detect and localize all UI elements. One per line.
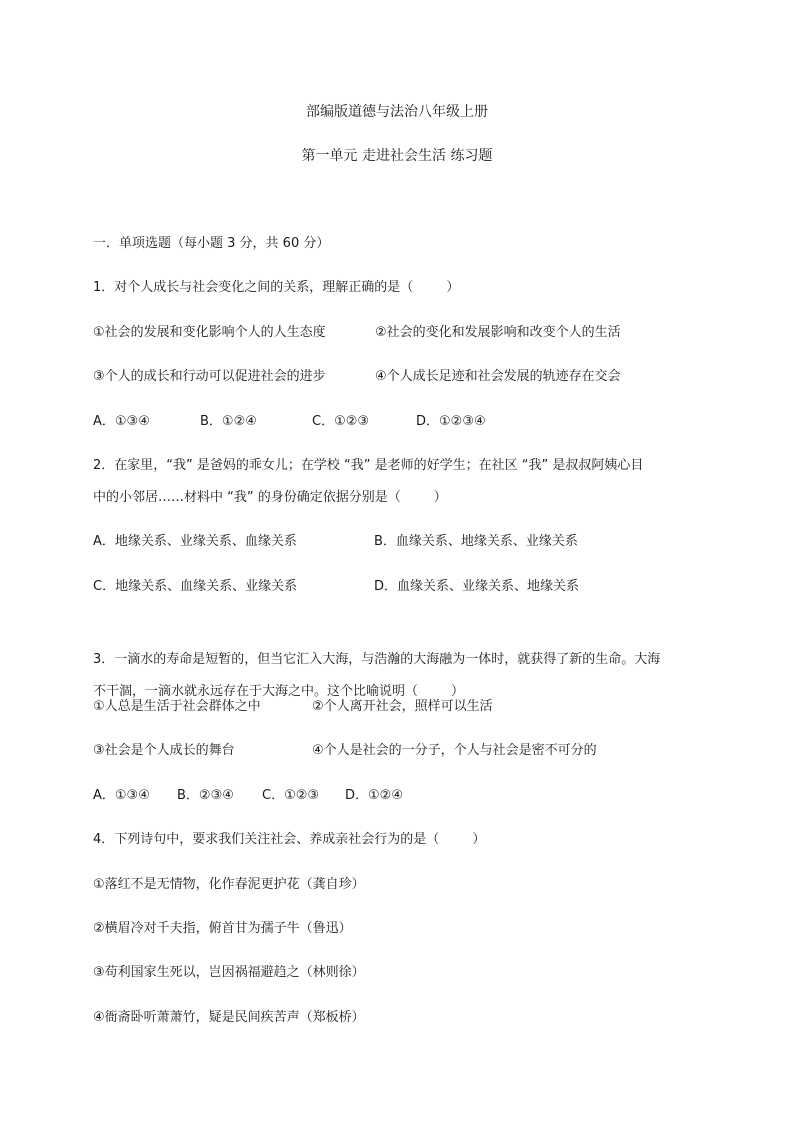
option-d: D．①②④ [345,788,403,803]
option-a: A．①③④ [93,414,150,429]
question-4-statement-2: ②横眉冷对千夫指，俯首甘为孺子牛（鲁迅） [93,921,352,936]
statement-1: ①社会的发展和变化影响个人的人生态度 [93,325,326,340]
question-4-statement-3: ③苟利国家生死以，岂因祸福避趋之（林则徐） [93,965,365,980]
option-c: C．①②③ [262,788,320,803]
option-b: B．血缘关系、地缘关系、业缘关系 [374,534,578,549]
statement-1: ①人总是生活于社会群体之中 [93,699,261,714]
option-a: A．①③④ [93,788,150,803]
question-3-stem-line-2: 不干涸，一滴水就永远存在于大海之中。这个比喻说明（ ） [93,684,465,699]
option-b: B．①②④ [200,414,257,429]
statement-4: ④个人成长足迹和社会发展的轨迹存在交会 [375,369,621,384]
question-3-stem-line-1: 3．一滴水的寿命是短暂的，但当它汇入大海，与浩瀚的大海融为一体时，就获得了新的生命。大海 [93,652,661,667]
option-d: D．血缘关系、业缘关系、地缘关系 [374,579,580,594]
question-4-statement-1: ①落红不是无情物，化作春泥更护花（龚自珍） [93,877,365,892]
statement-2: ②个人离开社会，照样可以生活 [312,699,493,714]
option-c: C．①②③ [312,414,370,429]
statement-4: ④个人是社会的一分子，个人与社会是密不可分的 [312,743,597,758]
statement-3: ③社会是个人成长的舞台 [93,743,235,758]
document-title: 部编版道德与法治八年级上册 [306,104,488,120]
option-d: D．①②③④ [416,414,486,429]
statement-3: ③个人的成长和行动可以促进社会的进步 [93,369,326,384]
question-2-options-row-2 [93,578,580,650]
option-b: B．②③④ [177,788,234,803]
question-4-statement-4: ④衙斋卧听萧萧竹，疑是民间疾苦声（郑板桥） [93,1010,365,1025]
statement-2: ②社会的变化和发展影响和改变个人的生活 [375,325,621,340]
question-2-stem-line-2: 中的小邻居……材料中 “我” 的身份确定依据分别是（ ） [93,490,447,505]
question-2-stem-line-1: 2．在家里，“我” 是爸妈的乖女儿；在学校 “我” 是老师的好学生；在社区 “我” 是叔叔阿姨心目 [93,458,644,473]
option-a: A．地缘关系、业缘关系、血缘关系 [93,534,297,549]
question-4-stem: 4．下列诗句中，要求我们关注社会、养成亲社会行为的是（ ） [93,832,486,847]
document-subtitle: 第一单元 走进社会生活 练习题 [301,148,493,164]
section-heading: 一．单项选题（每小题 3 分，共 60 分） [93,236,330,251]
option-c: C．地缘关系、血缘关系、业缘关系 [93,579,298,594]
question-1-stem: 1．对个人成长与社会变化之间的关系，理解正确的是（ ） [93,280,460,295]
